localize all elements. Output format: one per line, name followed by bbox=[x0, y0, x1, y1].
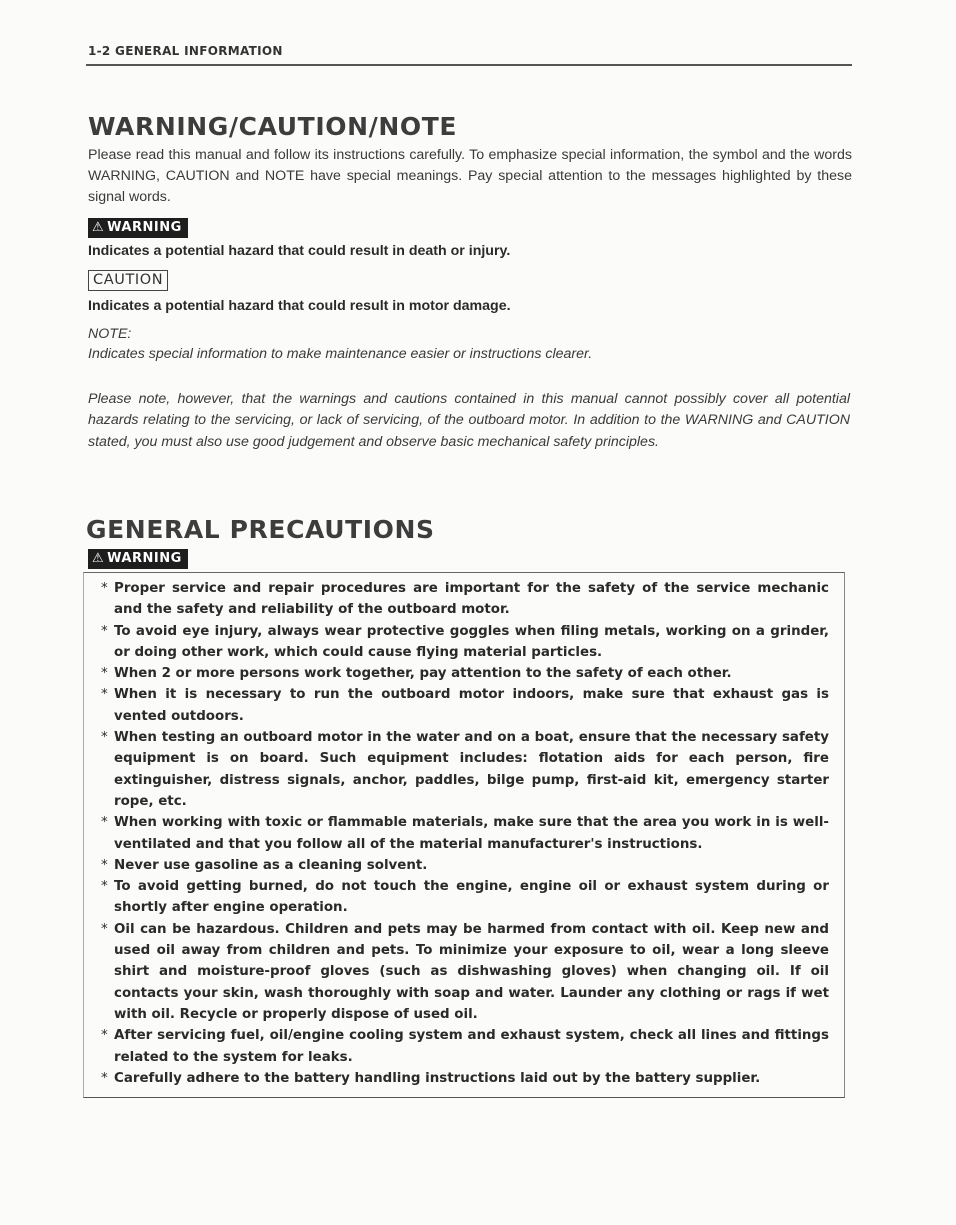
caution-definition: Indicates a potential hazard that could result in motor damage. bbox=[88, 298, 511, 314]
list-item: * After servicing fuel, oil/engine cooling system and exhaust system, check all lines and fittings related to the system for leaks. bbox=[101, 1025, 829, 1068]
note-label: NOTE: bbox=[88, 326, 132, 342]
note-definition: Indicates special information to make maintenance easier or instructions clearer. bbox=[88, 346, 593, 362]
page-header: 1-2 GENERAL INFORMATION bbox=[88, 44, 283, 58]
caution-badge: CAUTION bbox=[88, 270, 168, 291]
list-item: * Oil can be hazardous. Children and pets may be harmed from contact with oil. Keep new and used oil away from children and pets. To minimize your exposure to oil, wear a long sleeve shirt and moisture-proof gloves (such as dishwashing gloves) when changing oil. If oil contacts your skin, wash thoroughly with soap and water. Launder any clothing or rags if wet with oil. Recycle or properly dispose of used oil. bbox=[101, 919, 829, 1025]
list-item: * When testing an outboard motor in the water and on a boat, ensure that the necessary safety equipment is on board. Such equipment includes: flotation aids for each person, fire extinguisher, distress signals, anchor, paddles, bilge pump, first-aid kit, emergency starter rope, etc. bbox=[101, 727, 829, 812]
section-title-warning-caution-note: WARNING/CAUTION/NOTE bbox=[88, 112, 458, 141]
warning-badge-label: WARNING bbox=[107, 220, 182, 235]
list-item: * To avoid getting burned, do not touch the engine, engine oil or exhaust system during or shortly after engine operation. bbox=[101, 876, 829, 919]
list-item: * To avoid eye injury, always wear protective goggles when filing metals, working on a grinder, or doing other work, which could cause flying material particles. bbox=[101, 621, 829, 664]
warning-definition: Indicates a potential hazard that could result in death or injury. bbox=[88, 243, 511, 259]
list-item: * When 2 or more persons work together, pay attention to the safety of each other. bbox=[101, 663, 829, 684]
intro-paragraph: Please read this manual and follow its instructions carefully. To emphasize special information, the symbol and the words WARNING, CAUTION and NOTE have special meanings. Pay special attention to the messages highlighted by these signal words. bbox=[88, 147, 852, 205]
precautions-warning-badge bbox=[88, 549, 188, 569]
section-title-general-precautions: GENERAL PRECAUTIONS bbox=[86, 515, 435, 544]
precautions-warning-badge-label: WARNING bbox=[107, 551, 182, 566]
list-item: * Never use gasoline as a cleaning solvent. bbox=[101, 855, 829, 876]
warning-triangle-icon: ⚠ bbox=[92, 551, 105, 566]
list-item: * When it is necessary to run the outboard motor indoors, make sure that exhaust gas is vented outdoors. bbox=[101, 684, 829, 727]
warning-triangle-icon: ⚠ bbox=[92, 220, 105, 235]
list-item: * Carefully adhere to the battery handling instructions laid out by the battery supplier. bbox=[101, 1068, 829, 1089]
header-rule bbox=[86, 64, 852, 66]
list-item: * When working with toxic or flammable materials, make sure that the area you work in is well-ventilated and that you follow all of the material manufacturer's instructions. bbox=[101, 812, 829, 855]
list-item: * Proper service and repair procedures are important for the safety of the service mechanic and the safety and reliability of the outboard motor. bbox=[101, 578, 829, 621]
warning-badge bbox=[88, 218, 188, 238]
disclaimer-paragraph: Please note, however, that the warnings and cautions contained in this manual cannot possibly cover all potential hazards relating to the servicing, or lack of servicing, of the outboard motor. In addition to the WARNING and CAUTION stated, you must also use good judgement and observe basic mechanical safety principles. bbox=[88, 391, 850, 450]
precautions-list bbox=[101, 578, 829, 1089]
